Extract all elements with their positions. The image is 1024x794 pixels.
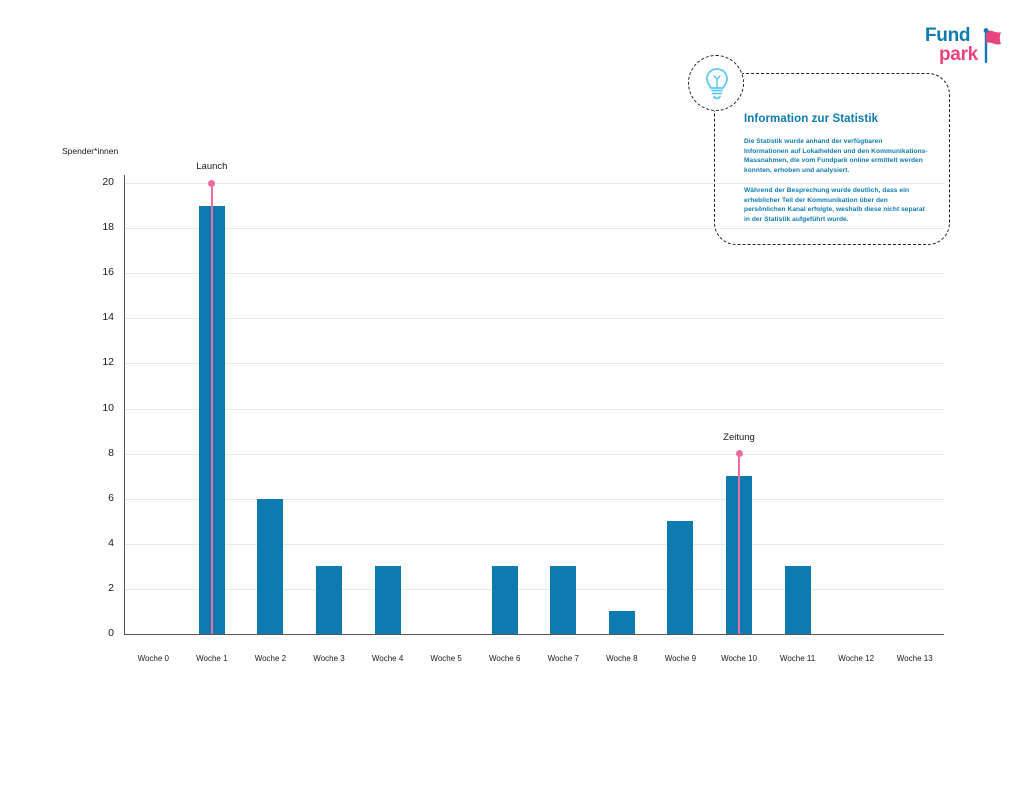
y-tick-label: 10 <box>102 401 114 414</box>
bar <box>492 566 518 634</box>
x-tick-label: Woche 9 <box>664 654 697 663</box>
annotation-dot <box>736 450 743 457</box>
annotation-line <box>211 183 212 634</box>
gridline <box>124 228 944 229</box>
gridline <box>124 363 944 364</box>
y-axis-title: Spender*innen <box>62 146 119 156</box>
x-tick-label: Woche 4 <box>371 654 404 663</box>
y-tick-label: 12 <box>102 356 114 369</box>
x-tick-label: Woche 13 <box>896 654 933 663</box>
x-tick-label: Woche 2 <box>254 654 287 663</box>
bar <box>550 566 576 634</box>
bar <box>785 566 811 634</box>
y-tick-label: 14 <box>102 311 114 324</box>
x-tick-label: Woche 11 <box>779 654 816 663</box>
annotation-label: Launch <box>196 161 228 172</box>
x-axis-line <box>124 634 944 635</box>
gridline <box>124 589 944 590</box>
logo-text-line1: Fund <box>925 25 971 46</box>
gridline <box>124 318 944 319</box>
y-axis-line <box>124 175 125 635</box>
y-tick-label: 2 <box>108 581 114 594</box>
x-tick-label: Woche 5 <box>430 654 462 663</box>
bar <box>609 611 635 634</box>
x-tick-label: Woche 8 <box>606 654 638 663</box>
annotation-label: Zeitung <box>723 431 755 443</box>
y-tick-label: 18 <box>102 221 114 234</box>
x-tick-label: Woche 10 <box>721 654 757 663</box>
y-tick-label: 6 <box>108 491 114 504</box>
x-tick-label: Woche 3 <box>313 654 345 663</box>
bar <box>375 566 401 634</box>
y-tick-label: 4 <box>108 536 114 549</box>
y-tick-label: 8 <box>108 446 114 459</box>
gridline <box>124 499 944 500</box>
x-tick-label: Woche 1 <box>196 654 228 663</box>
bar <box>667 521 693 634</box>
info-paragraph-2: Während der Besprechung wurde deutlich, dass ein erheblicher Teil der Kommunikation über den persönlichen Kanal erfolgte, weshalb diese nicht separat in der Statistik aufgeführt wurde. <box>744 187 925 223</box>
gridline <box>124 544 944 545</box>
x-tick-label: Woche 12 <box>838 654 875 663</box>
gridline <box>124 454 944 455</box>
bar <box>316 566 342 634</box>
y-tick-label: 20 <box>102 176 114 188</box>
bar <box>257 499 283 634</box>
x-tick-label: Woche 0 <box>137 654 169 663</box>
info-paragraph-1: Die Statistik wurde anhand der verfügbaren Informationen auf Lokalhelden und den Kommunikations-Massnahmen, die vom Fundpark online ermittelt werden konnten, erhoben und analysiert. <box>744 138 928 174</box>
gridline <box>124 273 944 274</box>
info-title: Information zur Statistik <box>744 113 879 125</box>
annotation-dot <box>208 180 215 187</box>
logo-text-line2: park <box>939 44 978 65</box>
x-tick-label: Woche 7 <box>547 654 579 663</box>
annotation-line <box>738 454 739 634</box>
x-tick-label: Woche 6 <box>488 654 521 663</box>
gridline <box>124 409 944 410</box>
y-tick-label: 16 <box>102 266 114 279</box>
y-tick-label: 0 <box>108 627 114 639</box>
gridline <box>124 183 944 184</box>
